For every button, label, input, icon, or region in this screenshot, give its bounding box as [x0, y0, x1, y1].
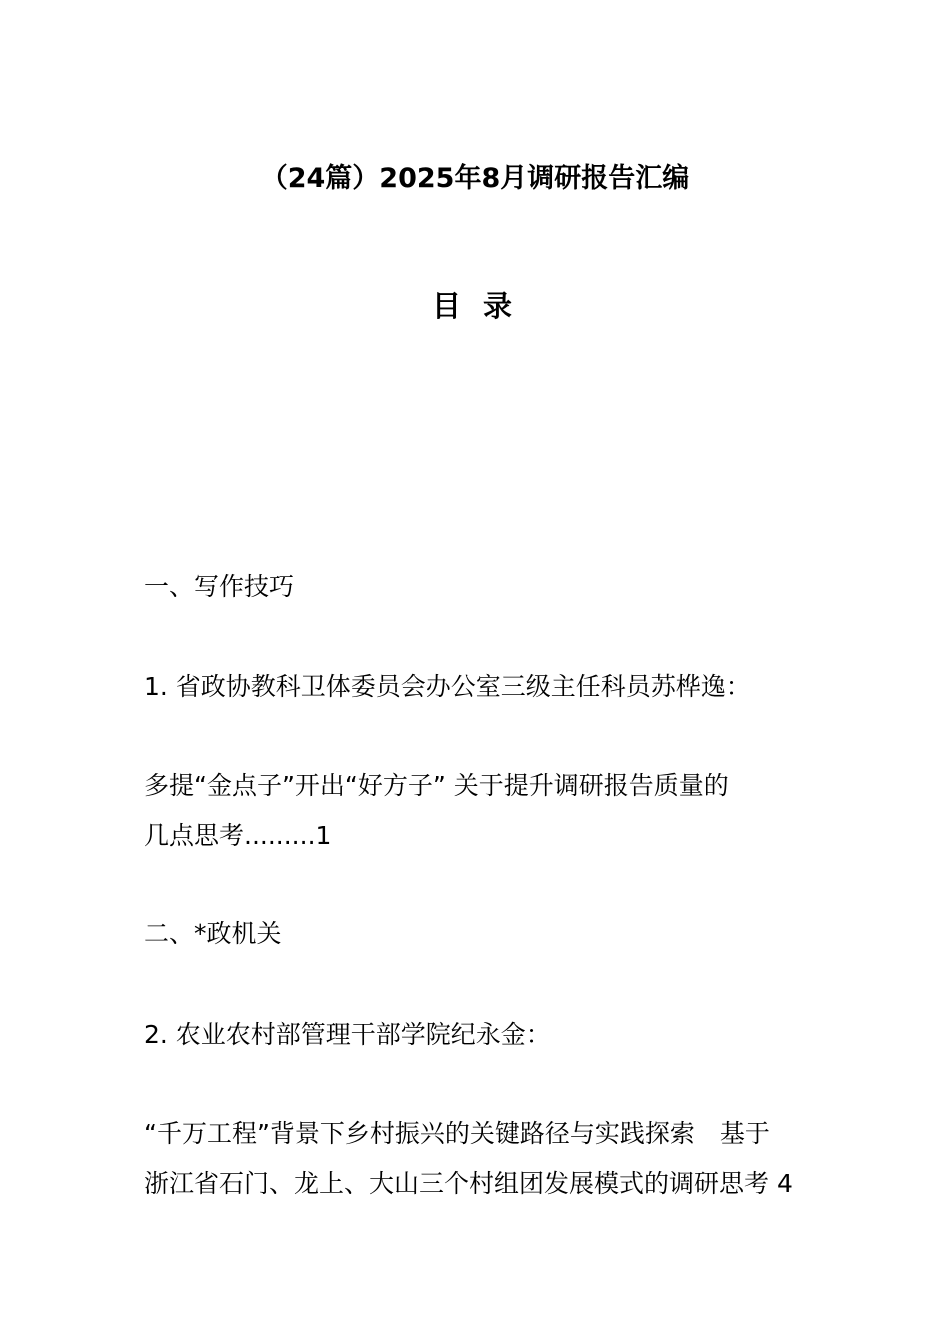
toc-entry-title-line: 几点思考.........1 — [144, 821, 332, 850]
document-title: （24篇）2025年8月调研报告汇编 — [260, 163, 690, 194]
toc-heading: 目 录 — [431, 289, 519, 323]
toc-section-heading: 二、*政机关 — [144, 919, 282, 948]
toc-entry-author: 2. 农业农村部管理干部学院纪永金： — [144, 1020, 551, 1049]
toc-entry-title-line: 多提“金点子”开出“好方子” 关于提升调研报告质量的 — [144, 771, 729, 800]
toc-entry-author: 1. 省政协教科卫体委员会办公室三级主任科员苏桦逸： — [144, 672, 751, 701]
toc-section-heading: 一、写作技巧 — [144, 572, 295, 601]
toc-entry-title-line: “千万工程”背景下乡村振兴的关键路径与实践探索 基于 — [144, 1119, 770, 1148]
toc-entry-title-line: 浙江省石门、龙上、大山三个村组团发展模式的调研思考 4 — [144, 1169, 793, 1198]
